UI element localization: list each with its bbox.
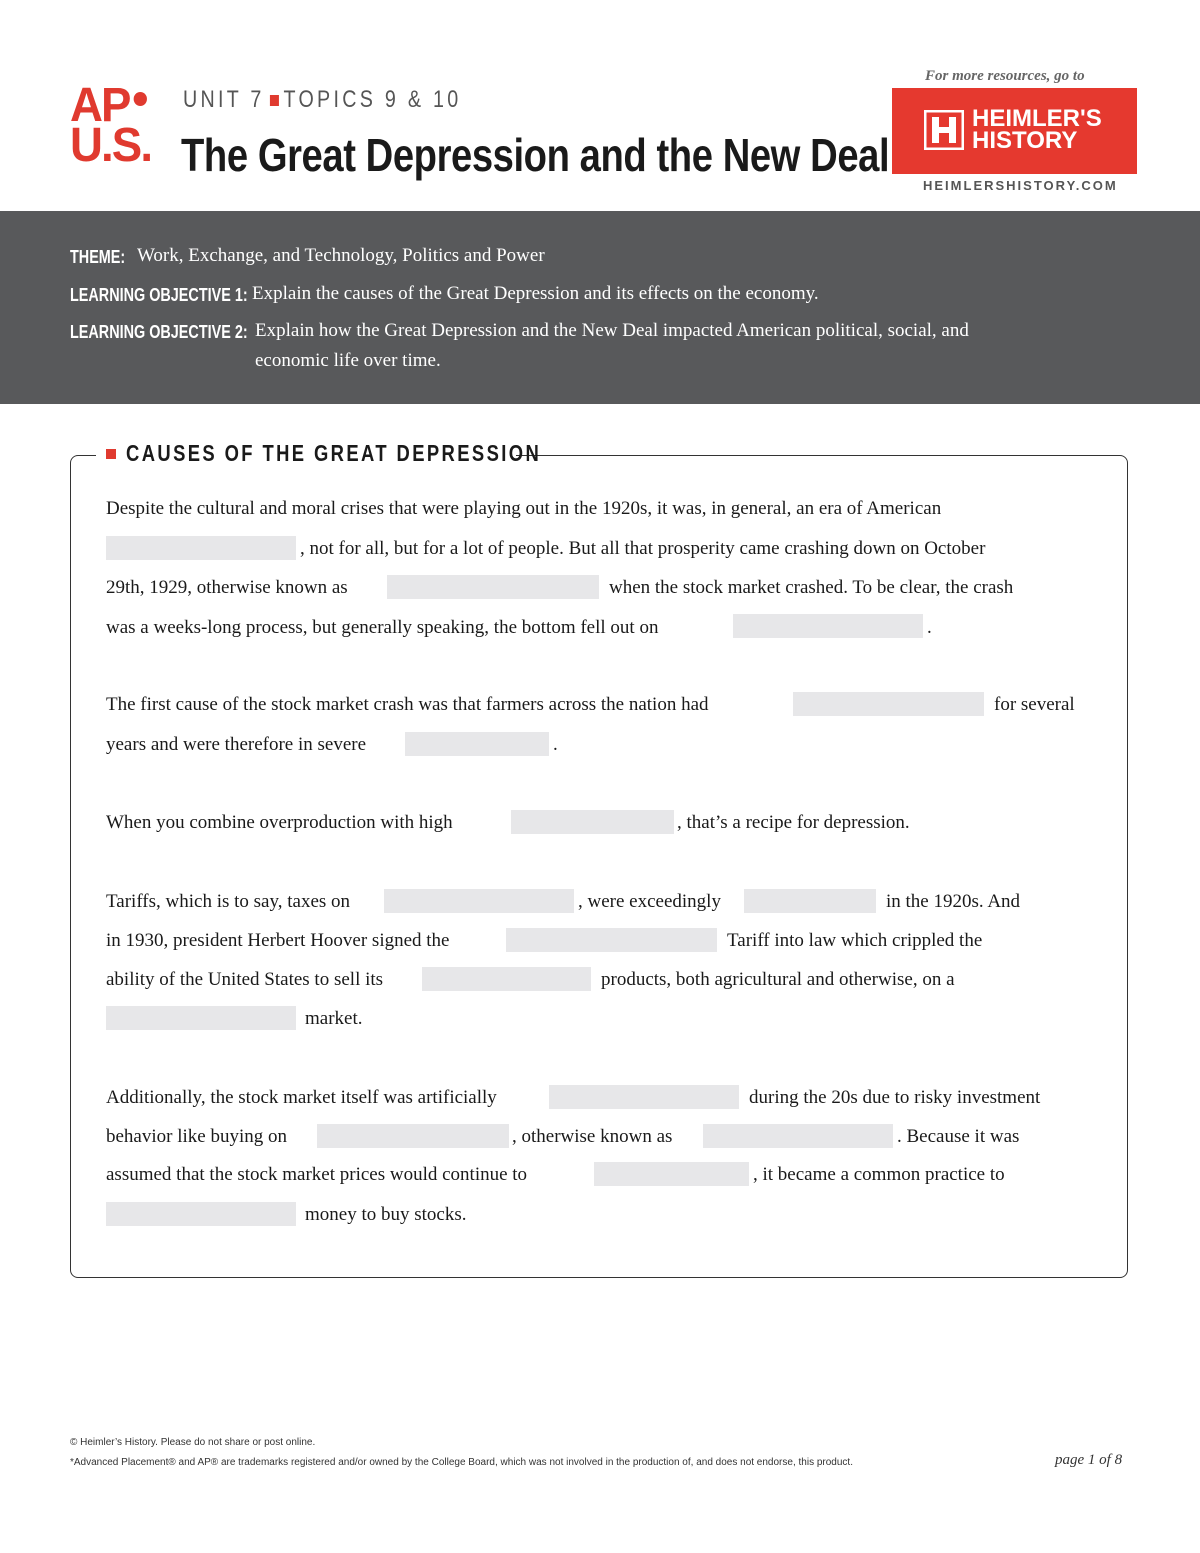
text-line: Additionally, the stock market itself was artificially [106, 1087, 497, 1108]
theme-label: THEME: [70, 247, 126, 267]
text-line: Tariff into law which crippled the [727, 930, 983, 951]
brand-url[interactable]: HEIMLERSHISTORY.COM [923, 178, 1118, 193]
text-line: , that’s a recipe for depression. [677, 812, 910, 833]
logo-us: U.S. [70, 119, 152, 172]
text-line: years and were therefore in severe [106, 734, 367, 755]
blank-field[interactable] [793, 692, 984, 716]
logo-ap: AP [70, 79, 130, 132]
text-line: in 1930, president Herbert Hoover signed the [106, 930, 450, 951]
text-line: in the 1920s. And [886, 891, 1021, 912]
lo1-text: Explain the causes of the Great Depression and its effects on the economy. [252, 283, 819, 304]
lo2-text-line-2: economic life over time. [255, 350, 441, 371]
lo2-label: LEARNING OBJECTIVE 2: [70, 322, 248, 342]
text-line: , it became a common practice to [753, 1164, 1005, 1185]
brand-line-2: HISTORY [972, 127, 1078, 154]
unit-label: UNIT 7 [183, 86, 265, 113]
blank-field[interactable] [317, 1124, 509, 1148]
text-line: when the stock market crashed. To be clear, the crash [609, 577, 1014, 598]
text-line: products, both agricultural and otherwise, on a [601, 969, 955, 990]
text-line: . [553, 734, 558, 755]
blank-field[interactable] [387, 575, 599, 599]
text-line: . [927, 617, 932, 638]
page-title: The Great Depression and the New Deal [181, 129, 890, 181]
lo1-label: LEARNING OBJECTIVE 1: [70, 285, 248, 305]
section-heading [96, 440, 542, 467]
text-line: for several [994, 694, 1075, 715]
square-bullet-icon [270, 95, 279, 106]
text-line: behavior like buying on [106, 1126, 287, 1147]
text-line: When you combine overproduction with high [106, 812, 453, 833]
topics-label: TOPICS 9 & 10 [283, 86, 462, 113]
text-line: during the 20s due to risky investment [749, 1087, 1041, 1108]
section-title: CAUSES OF THE GREAT DEPRESSION [126, 440, 542, 466]
footer-copyright: © Heimler’s History. Please do not share or post online. [70, 1437, 316, 1448]
blank-field[interactable] [106, 536, 296, 560]
text-line: market. [305, 1008, 363, 1029]
blank-field[interactable] [594, 1162, 749, 1186]
text-line: ability of the United States to sell its [106, 969, 384, 990]
text-line: Tariffs, which is to say, taxes on [106, 891, 351, 912]
theme-band [0, 211, 1200, 404]
text-line: assumed that the stock market prices would continue to [106, 1164, 528, 1185]
blank-field[interactable] [703, 1124, 893, 1148]
text-line: . Because it was [897, 1126, 1020, 1147]
blank-field[interactable] [511, 810, 674, 834]
theme-text: Work, Exchange, and Technology, Politics and Power [137, 245, 545, 266]
text-line: , were exceedingly [578, 891, 721, 912]
heimler-h-icon [924, 110, 964, 150]
text-line: The first cause of the stock market crash was that farmers across the nation had [106, 694, 709, 715]
blank-field[interactable] [405, 732, 549, 756]
blank-field[interactable] [106, 1202, 296, 1226]
brand-line-1: HEIMLER'S [972, 105, 1102, 132]
footer-trademark: *Advanced Placement® and AP® are trademarks registered and/or owned by the College Board, which was not involved in the production of, and does not endorse, this product. [70, 1457, 853, 1468]
more-resources-text: For more resources, go to [925, 68, 1085, 84]
blank-field[interactable] [744, 889, 876, 913]
text-line: was a weeks-long process, but generally speaking, the bottom fell out on [106, 617, 659, 638]
ap-us-logo [70, 79, 155, 172]
text-line: 29th, 1929, otherwise known as [106, 577, 348, 598]
text-line: , not for all, but for a lot of people. But all that prosperity came crashing down on October [300, 538, 986, 559]
text-line: , otherwise known as [512, 1126, 673, 1147]
theme-row [70, 247, 139, 269]
blank-field[interactable] [506, 928, 717, 952]
blank-field[interactable] [733, 614, 923, 638]
text-line: Despite the cultural and moral crises that were playing out in the 1920s, it was, in general, an era of American [106, 498, 942, 519]
blank-field[interactable] [384, 889, 574, 913]
square-bullet-icon [106, 449, 116, 459]
heimlers-history-logo[interactable] [892, 88, 1137, 174]
text-line: money to buy stocks. [305, 1204, 467, 1225]
blank-field[interactable] [106, 1006, 296, 1030]
lo2-text-line-1: Explain how the Great Depression and the New Deal impacted American political, social, and [255, 320, 969, 341]
page-number: page 1 of 8 [1055, 1452, 1123, 1468]
blank-field[interactable] [549, 1085, 739, 1109]
logo-dot-icon [133, 92, 146, 106]
blank-field[interactable] [422, 967, 591, 991]
unit-topics-line [183, 86, 461, 114]
